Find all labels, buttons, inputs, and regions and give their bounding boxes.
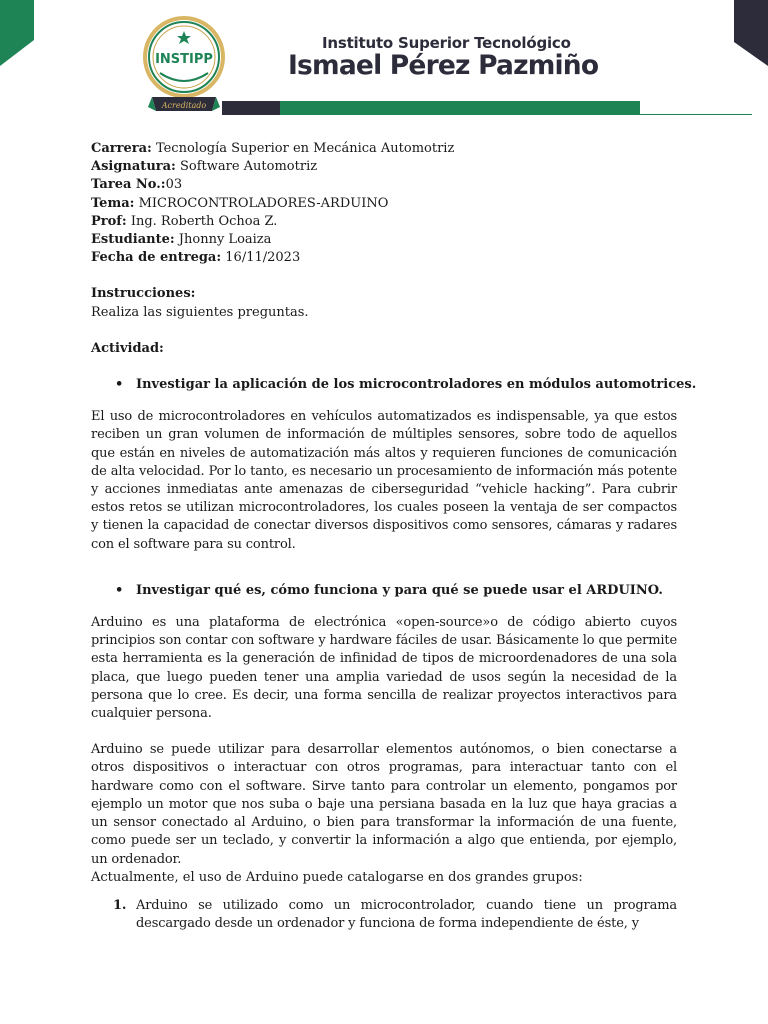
item-number: 1. — [113, 897, 127, 913]
activity-heading: Actividad: — [91, 340, 164, 356]
document-body — [91, 140, 697, 933]
assignment-metadata — [91, 140, 677, 267]
instructions-heading: Instrucciones: — [91, 286, 196, 302]
instructions-text: Realiza las siguientes preguntas. — [91, 304, 309, 320]
header-bar-dark — [222, 101, 280, 115]
meta-value: Ing. Roberth Ochoa Z. — [126, 213, 278, 229]
meta-label: Tarea No.: — [91, 177, 166, 193]
bullet-text: Investigar qué es, cómo funciona y para qué se puede usar el ARDUINO. — [136, 582, 663, 598]
meta-value: Jhonny Loaiza — [174, 232, 272, 248]
bullet-text: Investigar la aplicación de los microcontroladores en módulos automotrices. — [136, 377, 697, 393]
bullet-icon: • — [115, 582, 124, 598]
meta-tema — [91, 195, 677, 213]
meta-label: Carrera: — [91, 141, 152, 156]
meta-label: Estudiante: — [91, 232, 175, 248]
logo-text: INSTIPP — [155, 52, 213, 67]
meta-value: 03 — [165, 177, 183, 193]
paragraph-arduino-uses: Arduino se puede utilizar para desarrollar elementos autónomos, o bien conectarse a otros dispositivos o interactuar con otros programas, para interactuar tanto con el hardware como con el software. Sirve tanto para controlar un elemento, pongamos por ejemplo un motor que nos suba o baje una persiana basada en la luz que haya gracias a un sensor conectado al Arduino, o bien para transformar la información de una fuente, como puede ser un teclado, y convertir la información a algo que entienda, por ejemplo, un ordenador. — [91, 742, 677, 867]
corner-decoration-left — [0, 0, 34, 66]
logo-ribbon-text: Acreditado — [161, 101, 207, 110]
meta-estudiante — [91, 231, 677, 249]
corner-decoration-right — [734, 0, 768, 66]
meta-carrera — [91, 140, 677, 158]
paragraph-microcontrollers: El uso de microcontroladores en vehículos automatizados es indispensable, ya que estos reciben un gran volumen de información de múltiples sensores, sobre todo de aquellos que están en niveles de automatización más altos y requieren funciones de comunicación de alta velocidad. Por lo tanto, es necesario un procesamiento de información más potente y acciones inmediatas ante amenazas de ciberseguridad “vehicle hacking”. Para cubrir estos retos se utilizan microcontroladores, los cuales poseen la ventaja de ser compactos y tienen la capacidad de conectar diversos dispositivos como sensores, cámaras y radares con el software para su control. — [91, 409, 677, 552]
bullet-icon: • — [115, 377, 124, 393]
meta-asignatura — [91, 158, 677, 176]
meta-value: MICROCONTROLADORES-ARDUINO — [134, 195, 389, 211]
header-bar-green — [280, 101, 640, 115]
meta-value: 16/11/2023 — [221, 250, 301, 266]
meta-label: Tema: — [91, 195, 135, 211]
institute-title: Ismael Pérez Pazmiño — [288, 50, 599, 81]
meta-prof — [91, 213, 677, 231]
meta-label: Fecha de entrega: — [91, 250, 222, 266]
item-text: Arduino se utilizado como un microcontrolador, cuando tiene un programa descargado desde un ordenador y funciona de forma independiente de éste, y — [136, 897, 677, 932]
meta-fecha — [91, 249, 677, 267]
meta-tarea — [91, 176, 677, 194]
institute-seal-logo — [142, 15, 226, 117]
meta-label: Asignatura: — [91, 159, 176, 175]
institute-subtitle: Instituto Superior Tecnológico — [322, 34, 571, 52]
paragraph-arduino-definition: Arduino es una plataforma de electrónica «open-source»o de código abierto cuyos principios son contar con software y hardware fáciles de usar. Básicamente lo que permite esta herramienta es la generación de infinidad de tipos de microordenadores de una sola placa, que luego pueden tener una amplia variedad de usos según la necesidad de la persona que lo cree. Es decir, una forma sencilla de realizar proyectos interactivos para cualquier persona. — [91, 615, 677, 722]
bullet-question-1 — [91, 376, 697, 394]
paragraph-arduino-groups: Actualmente, el uso de Arduino puede catalogarse en dos grandes grupos: — [91, 869, 583, 885]
meta-value: Tecnología Superior en Mecánica Automotriz — [151, 141, 455, 156]
meta-value: Software Automotriz — [175, 159, 318, 175]
numbered-item-1 — [91, 897, 677, 933]
header-divider-line — [640, 114, 752, 115]
bullet-question-2 — [91, 582, 677, 600]
meta-label: Prof: — [91, 213, 127, 229]
